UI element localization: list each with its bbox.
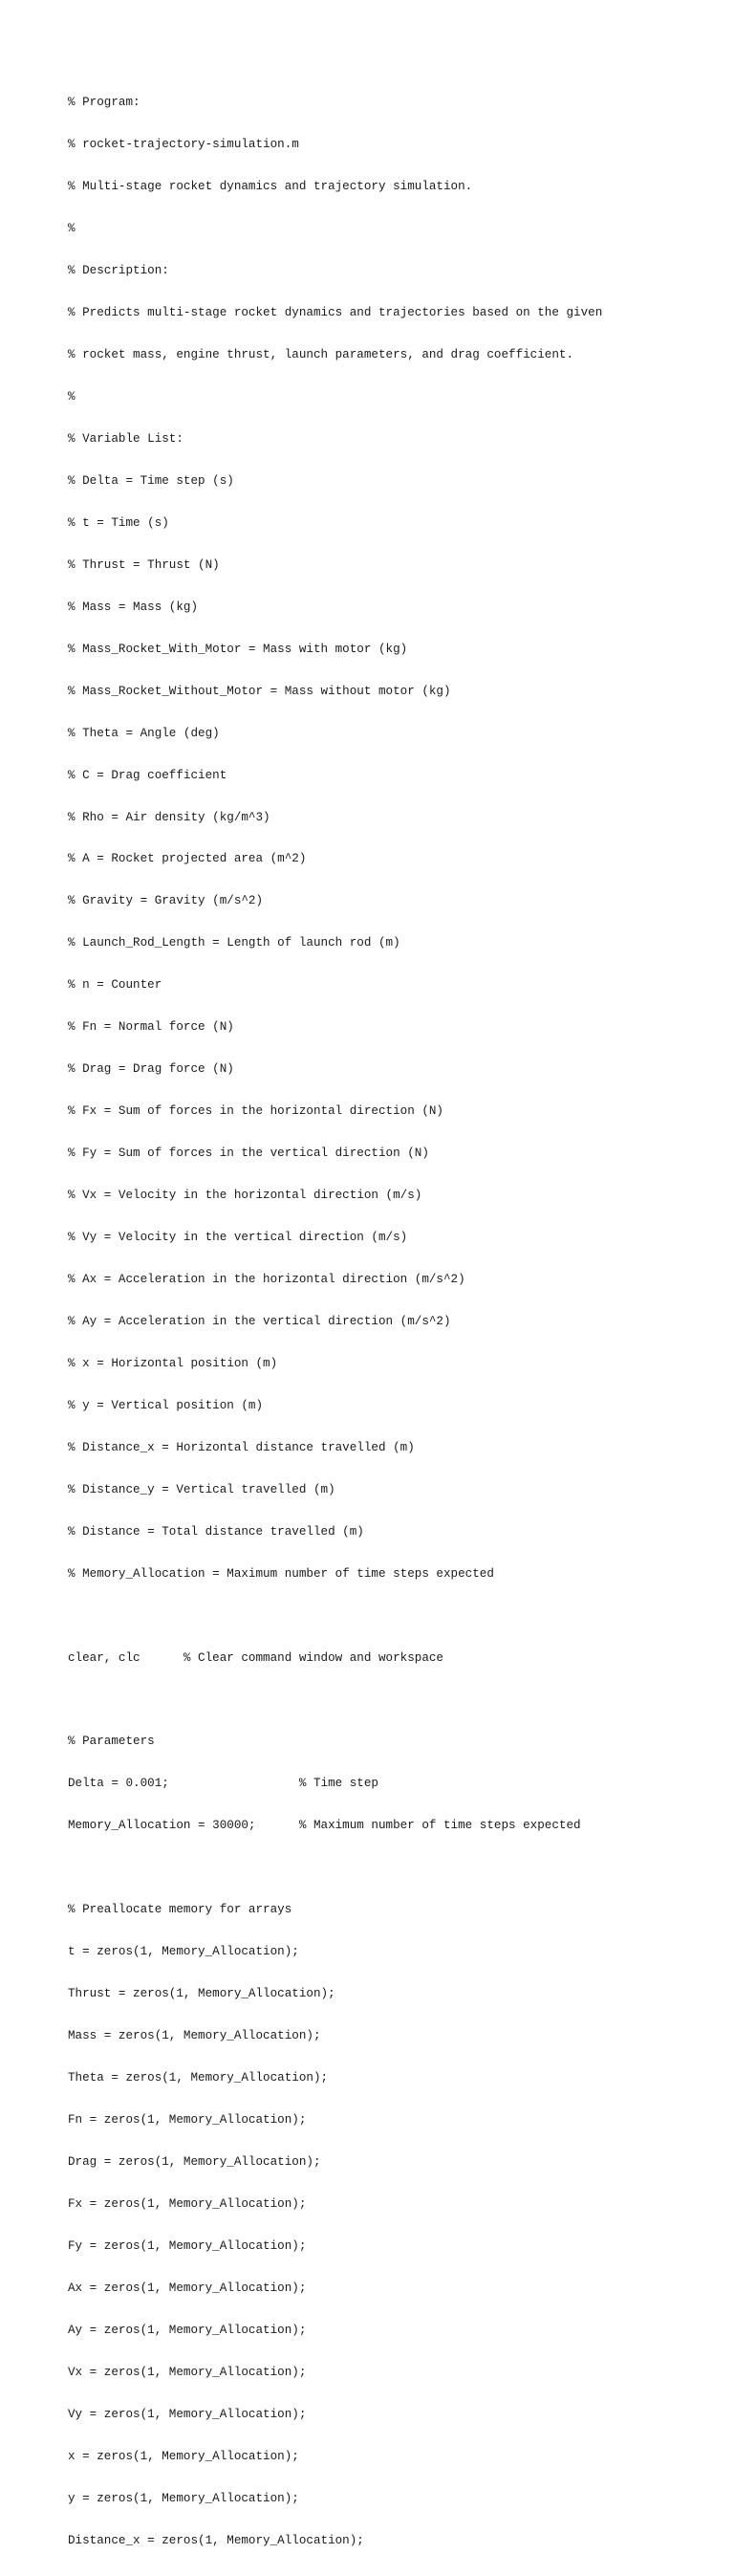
code-line: y = zeros(1, Memory_Allocation); (68, 2491, 299, 2505)
code-line: % Fn = Normal force (N) (68, 1020, 234, 1035)
code-line: % y = Vertical position (m) (68, 1398, 264, 1412)
code-line: Delta = 0.001; % Time step (68, 1777, 378, 1791)
code-line: % Distance = Total distance travelled (m) (68, 1524, 364, 1539)
code-line (68, 1693, 602, 1708)
code-line: Vx = zeros(1, Memory_Allocation); (68, 2365, 307, 2379)
code-line: % Gravity = Gravity (m/s^2) (68, 894, 264, 908)
code-line: Thrust = zeros(1, Memory_Allocation); (68, 1987, 335, 2001)
code-line: Drag = zeros(1, Memory_Allocation); (68, 2155, 321, 2170)
code-line: % Mass_Rocket_Without_Motor = Mass without motor (kg) (68, 684, 451, 698)
code-line: % Memory_Allocation = Maximum number of time steps expected (68, 1566, 494, 1581)
code-line: % rocket mass, engine thrust, launch parameters, and drag coefficient. (68, 348, 574, 362)
code-line: Theta = zeros(1, Memory_Allocation); (68, 2071, 329, 2085)
code-line: % Theta = Angle (deg) (68, 726, 220, 740)
code-line: Ay = zeros(1, Memory_Allocation); (68, 2323, 307, 2337)
code-line: % A = Rocket projected area (m^2) (68, 852, 307, 866)
code-listing (68, 68, 602, 2576)
code-line: x = zeros(1, Memory_Allocation); (68, 2449, 299, 2463)
code-line: % Preallocate memory for arrays (68, 1903, 292, 1917)
code-line: % Description: (68, 264, 169, 278)
code-line: % Multi-stage rocket dynamics and trajectory simulation. (68, 180, 473, 194)
code-line: % Fy = Sum of forces in the vertical direction (N) (68, 1146, 429, 1161)
code-line: % Rho = Air density (kg/m^3) (68, 810, 270, 824)
code-line: % Mass = Mass (kg) (68, 600, 199, 614)
code-line: Fn = zeros(1, Memory_Allocation); (68, 2113, 307, 2128)
code-line: Fy = zeros(1, Memory_Allocation); (68, 2238, 307, 2253)
code-line: % C = Drag coefficient (68, 768, 227, 782)
code-line: % n = Counter (68, 978, 162, 993)
code-line: Ax = zeros(1, Memory_Allocation); (68, 2281, 307, 2295)
code-line: Mass = zeros(1, Memory_Allocation); (68, 2029, 321, 2043)
code-line: % Thrust = Thrust (N) (68, 557, 220, 572)
code-line: t = zeros(1, Memory_Allocation); (68, 1945, 299, 1959)
code-line: Fx = zeros(1, Memory_Allocation); (68, 2196, 307, 2211)
code-line: Memory_Allocation = 30000; % Maximum number of time steps expected (68, 1819, 581, 1833)
code-line: % t = Time (s) (68, 515, 169, 530)
code-line: % Mass_Rocket_With_Motor = Mass with motor (kg) (68, 642, 408, 656)
code-line: Vy = zeros(1, Memory_Allocation); (68, 2407, 307, 2421)
code-line: % Variable List: (68, 431, 184, 446)
code-line: % (68, 389, 76, 404)
code-line: clear, clc % Clear command window and workspace (68, 1650, 443, 1665)
code-line: % Ay = Acceleration in the vertical direction (m/s^2) (68, 1314, 451, 1328)
code-line: Distance_x = zeros(1, Memory_Allocation); (68, 2533, 364, 2547)
code-line (68, 1609, 602, 1624)
code-line (68, 1861, 602, 1875)
code-line: % Parameters (68, 1735, 155, 1749)
code-line: % Ax = Acceleration in the horizontal direction (m/s^2) (68, 1273, 465, 1286)
code-line: % Vx = Velocity in the horizontal direction (m/s) (68, 1189, 422, 1203)
code-line: % Fx = Sum of forces in the horizontal direction (N) (68, 1104, 443, 1119)
code-line: % Program: (68, 96, 140, 110)
code-line: % Predicts multi-stage rocket dynamics and trajectories based on the given (68, 306, 603, 320)
code-line: % (68, 222, 76, 236)
code-line: % Delta = Time step (s) (68, 473, 234, 488)
code-line: % x = Horizontal position (m) (68, 1356, 278, 1370)
code-line: % Distance_y = Vertical travelled (m) (68, 1482, 335, 1496)
code-line: % Drag = Drag force (N) (68, 1062, 234, 1077)
code-line: % Launch_Rod_Length = Length of launch rod (m) (68, 936, 400, 950)
code-line: % Distance_x = Horizontal distance travelled (m) (68, 1440, 415, 1454)
code-line: % rocket-trajectory-simulation.m (68, 138, 299, 152)
code-line: % Vy = Velocity in the vertical direction (m/s) (68, 1231, 408, 1245)
